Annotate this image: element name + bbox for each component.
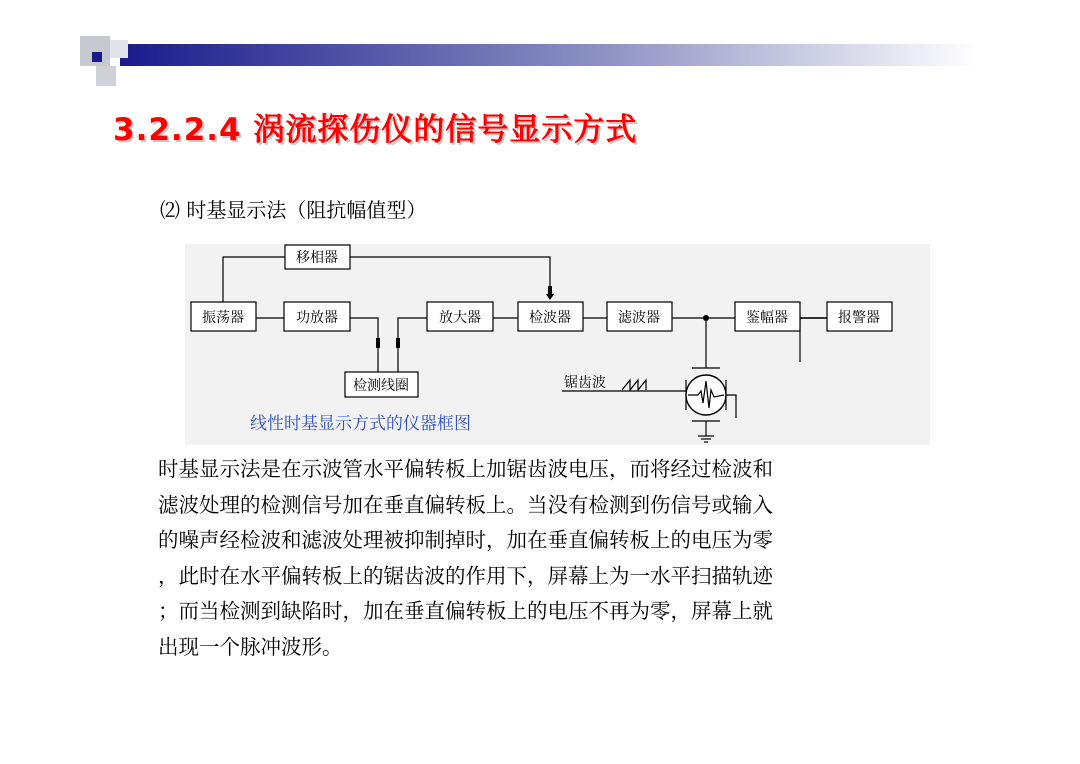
logo-square-light xyxy=(110,40,128,58)
block-label-alarm: 报警器 xyxy=(838,310,880,326)
block-label-filter: 滤波器 xyxy=(618,310,660,326)
body-paragraph xyxy=(158,452,933,666)
block-label-probe-coil: 检测线圈 xyxy=(353,378,409,394)
coil-lead-marker xyxy=(396,338,400,348)
block-label-detector: 检波器 xyxy=(529,310,571,326)
block-label-amplifier: 放大器 xyxy=(439,310,481,326)
block-label-phase-shifter: 移相器 xyxy=(296,250,338,266)
block-label-oscillator: 振荡器 xyxy=(202,310,244,326)
paragraph-line: ，此时在水平偏转板上的锯齿波的作用下，屏幕上为一水平扫描轨迹 xyxy=(158,563,773,588)
section-subheading: ⑵ 时基显示法（阻抗幅值型） xyxy=(160,198,427,222)
paragraph-line: 滤波处理的检测信号加在垂直偏转板上。当没有检测到伤信号或输入 xyxy=(158,492,773,517)
logo-square-dark xyxy=(92,52,102,62)
block-label-power-amp: 功放器 xyxy=(296,310,338,326)
page-title: 3.2.2.4 涡流探伤仪的信号显示方式 xyxy=(113,112,638,148)
paragraph-line: 的噪声经检波和滤波处理被抑制掉时，加在垂直偏转板上的电压为零 xyxy=(158,528,773,553)
block-diagram xyxy=(160,240,930,445)
logo-square-gray-2 xyxy=(96,66,116,86)
diagram-caption: 线性时基显示方式的仪器框图 xyxy=(250,414,471,434)
arrow-marker xyxy=(548,286,552,294)
block-label-amplitude-discriminator: 鉴幅器 xyxy=(746,310,788,326)
header-decoration xyxy=(0,0,1080,100)
header-bar xyxy=(120,44,980,66)
sawtooth-label: 锯齿波 xyxy=(564,375,606,391)
paragraph-line: 时基显示法是在示波管水平偏转板上加锯齿波电压，而将经过检波和 xyxy=(158,457,773,481)
paragraph-line: ；而当检测到缺陷时，加在垂直偏转板上的电压不再为零，屏幕上就 xyxy=(158,599,773,624)
paragraph-line: 出现一个脉冲波形。 xyxy=(158,634,343,659)
coil-lead-marker xyxy=(376,338,380,348)
